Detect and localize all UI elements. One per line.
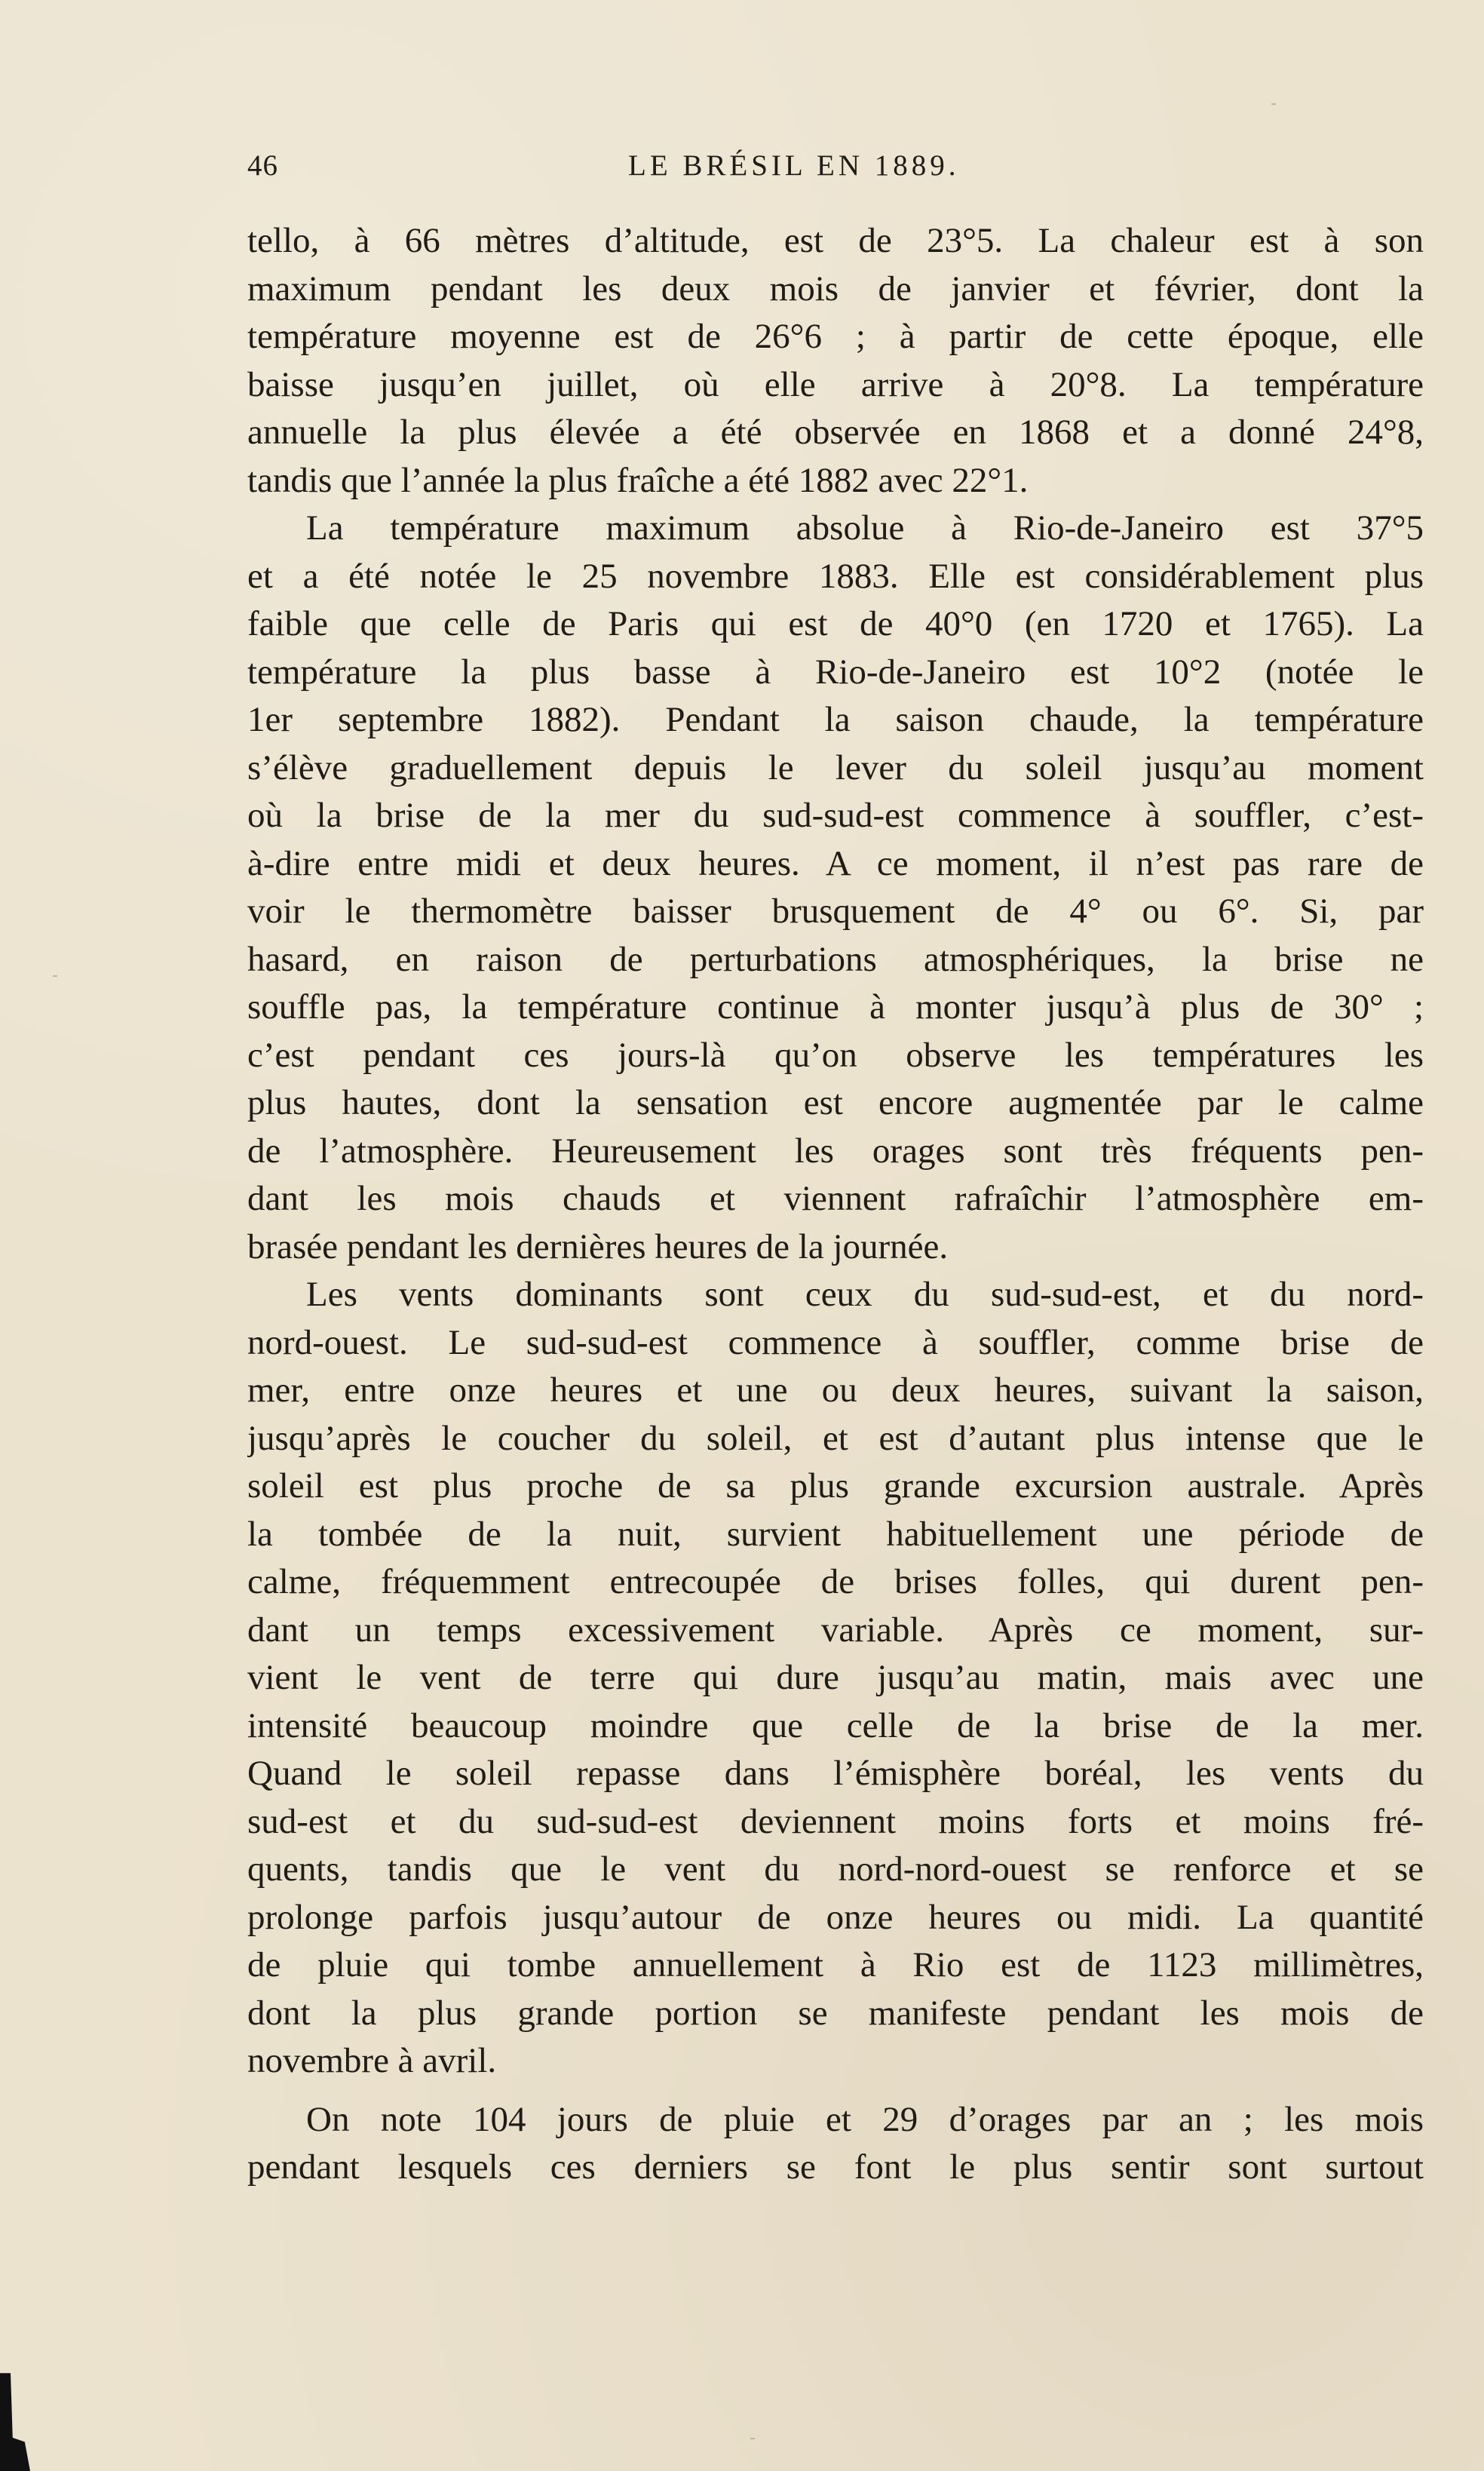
text-line: température la plus basse à Rio-de-Janeiro est 10°2 (notée le (247, 652, 1424, 692)
text-line: et a été notée le 25 novembre 1883. Elle est considérablement plus (247, 556, 1424, 596)
text-line: sud-est et du sud-sud-est deviennent moins forts et moins fré- (247, 1801, 1424, 1841)
text-line: plus hautes, dont la sensation est encore augmentée par le calme (247, 1083, 1424, 1122)
text-line: pendant lesquels ces derniers se font le plus sentir sont surtout (247, 2147, 1424, 2187)
text-line: La température maximum absolue à Rio-de-Janeiro est 37°5 (306, 508, 1424, 548)
text-line: voir le thermomètre baisser brusquement de 4° ou 6°. Si, par (247, 892, 1424, 931)
text-line: de l’atmosphère. Heureusement les orages sont très fréquents pen- (247, 1131, 1424, 1171)
text-line: où la brise de la mer du sud-sud-est commence à souffler, c’est- (247, 796, 1424, 835)
text-line: tandis que l’année la plus fraîche a été 1882 avec 22°1. (247, 460, 1029, 500)
text-line: 1er septembre 1882). Pendant la saison chaude, la température (247, 700, 1424, 739)
text-line: jusqu’après le coucher du soleil, et est d’autant plus intense que le (247, 1418, 1424, 1458)
running-title: LE BRÉSIL EN 1889. (628, 149, 960, 182)
scan-corner-mark (0, 2367, 30, 2471)
text-line: souffle pas, la température continue à monter jusqu’à plus de 30° ; (247, 987, 1424, 1027)
text-line: soleil est plus proche de sa plus grande excursion australe. Après (247, 1466, 1424, 1506)
text-line: la tombée de la nuit, survient habituellement une période de (247, 1514, 1424, 1554)
body-text (247, 217, 1424, 2192)
text-line: Les vents dominants sont ceux du sud-sud-est, et du nord- (306, 1275, 1424, 1314)
text-line: hasard, en raison de perturbations atmosphériques, la brise ne (247, 939, 1424, 979)
text-line: baisse jusqu’en juillet, où elle arrive à 20°8. La température (247, 364, 1424, 404)
text-line: température moyenne est de 26°6 ; à partir de cette époque, elle (247, 317, 1424, 356)
text-line: vient le vent de terre qui dure jusqu’au matin, mais avec une (247, 1658, 1424, 1697)
text-line: c’est pendant ces jours-là qu’on observe les températures les (247, 1035, 1424, 1075)
text-line: faible que celle de Paris qui est de 40°0 (en 1720 et 1765). La (247, 604, 1424, 643)
text-line: de pluie qui tombe annuellement à Rio est de 1123 millimètres, (247, 1945, 1424, 1984)
text-line: On note 104 jours de pluie et 29 d’orages par an ; les mois (306, 2099, 1424, 2139)
text-line: maximum pendant les deux mois de janvier et février, dont la (247, 269, 1424, 308)
text-line: tello, à 66 mètres d’altitude, est de 23°5. La chaleur est à son (247, 221, 1424, 260)
text-line: dant un temps excessivement variable. Après ce moment, sur- (247, 1610, 1424, 1650)
page-header (247, 146, 1326, 186)
paper-fleck (750, 2438, 755, 2439)
paper-fleck (53, 975, 57, 977)
text-line: Quand le soleil repasse dans l’émisphère boréal, les vents du (247, 1754, 1424, 1793)
text-line: à-dire entre midi et deux heures. A ce moment, il n’est pas rare de (247, 843, 1424, 883)
text-line: nord-ouest. Le sud-sud-est commence à souffler, comme brise de (247, 1322, 1424, 1362)
text-line: novembre à avril. (247, 2041, 497, 2080)
text-line: mer, entre onze heures et une ou deux heures, suivant la saison, (247, 1371, 1424, 1410)
text-line: intensité beaucoup moindre que celle de la brise de la mer. (247, 1705, 1424, 1745)
text-line: annuelle la plus élevée a été observée en 1868 et a donné 24°8, (247, 413, 1424, 452)
paper-fleck (1271, 103, 1276, 105)
text-line: dant les mois chauds et viennent rafraîchir l’atmosphère em- (247, 1179, 1424, 1218)
text-line: brasée pendant les dernières heures de la journée. (247, 1226, 949, 1266)
page-number: 46 (247, 149, 278, 182)
text-line: quents, tandis que le vent du nord-nord-ouest se renforce et se (247, 1849, 1424, 1889)
text-line: calme, fréquemment entrecoupée de brises folles, qui durent pen- (247, 1562, 1424, 1601)
text-line: dont la plus grande portion se manifeste pendant les mois de (247, 1993, 1424, 2033)
text-line: prolonge parfois jusqu’autour de onze heures ou midi. La quantité (247, 1897, 1424, 1937)
text-line: s’élève graduellement depuis le lever du soleil jusqu’au moment (247, 747, 1424, 787)
